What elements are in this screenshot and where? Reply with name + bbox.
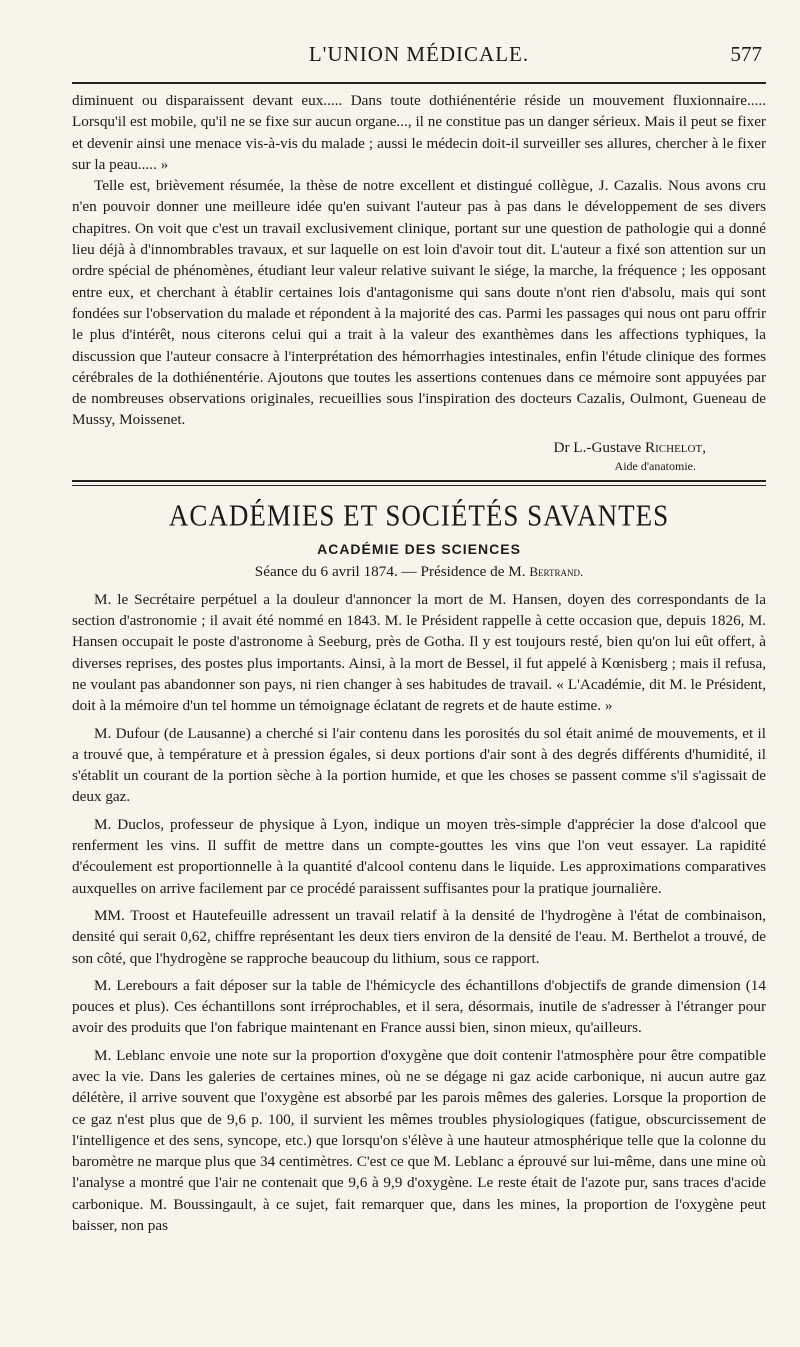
body-paragraph: M. Leblanc envoie une note sur la proportion d'oxygène que doit contenir l'atmosphère pour être compatible avec la vie. Dans les galeries de certaines mines, où ne se dégage ni gaz acide carbonique, ni aucun autre gaz délétère, il arrive souvent que l'oxygène est absorbé par les parois mêmes des galeries. Lorsque la proportion de ce gaz n'est plus que de 9,6 p. 100, il survient les mêmes troubles physiologiques (fatigue, obscurcissement de l'intelligence et des sens, syncope, etc.) que lorsqu'on s'élève à une hauteur atmosphérique telle que la colonne du baromètre ne marque plus que 34 centimètres. C'est ce que M. Leblanc a éprouvé sur lui-même, dans une mine où l'analyse a montré que l'air ne contenait que 9,6 à 9,9 d'oxygène. Le reste était de l'azote pur, sans traces d'acide carbonique. M. Boussingault, à ce sujet, fait remarquer que, dans les mines, la proportion de l'oxygène peut baisser, non pas	[72, 1046, 766, 1235]
seance-line	[72, 561, 766, 583]
signature-name: Richelot,	[645, 438, 706, 456]
signature-role: Aide d'anatomie.	[614, 458, 696, 473]
body-paragraph: M. le Secrétaire perpétuel a la douleur d'annoncer la mort de M. Hansen, doyen des correspondants de la section d'astronomie ; il avait été nommé en 1843. M. le Président rappelle à cette occasion que, depuis 1826, M. Hansen occupait le poste d'astronome à Seeburg, près de Gotha. Il y est toujours resté, bien qu'on lui eût offert, à diverses reprises, des postes plus importants. Ainsi, à la mort de Bessel, il fut appelé à Kœnisberg ; mais il refusa, ne voulant pas abandonner son pays, ni rien changer à ses habitudes de travail. « L'Académie, dit M. le Président, doit à la mémoire d'un tel homme un témoignage éclatant de regrets et de haute estime. »	[72, 590, 766, 715]
subsection-title: ACADÉMIE DES SCIENCES	[317, 540, 521, 557]
page-number: 577	[730, 42, 762, 66]
body-paragraph: M. Dufour (de Lausanne) a cherché si l'air contenu dans les porosités du sol était animé de mouvements, et il a trouvé que, à température et à pression égales, si deux portions d'air sont à des degrés différents d'humidité, il s'établit un courant de la portion sèche à la portion humide, et que les choses se passent comme s'il s'agissait de deux gaz.	[72, 724, 766, 806]
author-signature	[72, 437, 766, 458]
continuation-paragraph: diminuent ou disparaissent devant eux..... Dans toute dothiénentérie réside un mouvement fluxionnaire..... Lorsqu'il est mobile, qu'il ne se fixe sur aucun organe..., il ne constitue pas un danger sérieux. Mais il peut se fixer et devenir ainsi une menace vis-à-vis du malade ; aussi le médecin doit-il surveiller ses allures, chercher à le fixer sur la peau..... »	[72, 92, 766, 173]
president-name: Bertrand.	[529, 563, 584, 579]
body-paragraph: MM. Troost et Hautefeuille adressent un travail relatif à la densité de l'hydrogène à l'état de combinaison, densité qui serait 0,62, chiffre représentant les deux tiers environ de la densité de l'eau. M. Berthelot a trouvé, de son côté, que l'hydrogène se rapproche beaucoup du lithium, sous ce rapport.	[72, 906, 766, 967]
signature-prefix: Dr L.-Gustave	[553, 438, 642, 456]
running-head	[72, 28, 766, 68]
summary-paragraph: Telle est, brièvement résumée, la thèse de notre excellent et distingué collègue, J. Cazalis. Nous avons cru n'en pouvoir donner une meilleure idée qu'en suivant l'auteur pas à pas dans le développement de ses divers chapitres. On voit que c'est un travail exclusivement clinique, portant sur une question de pathologie qui a donné lieu déjà à d'innombrables travaux, et sur laquelle on est loin d'avoir tout dit. L'auteur a fixé son attention sur un ordre spécial de phénomènes, étudiant leur valeur relative suivant le siége, la marche, la fréquence ; les opposant entre eux, et cherchant à établir certaines lois d'antagonisme qui sans doute n'ont rien d'absolu, mais qui sont fondées sur l'observation du malade et répondent à la majorité des cas. Parmi les passages qui nous ont paru offrir le plus d'intérêt, nous citerons celui qui a trait à la valeur des exanthèmes dans les affections typhiques, la discussion que l'auteur consacre à l'interprétation des hémorrhagies intestinales, enfin l'étude clinique des formes cérébrales de la dothiénentérie. Ajoutons que toutes les assertions contenues dans ce mémoire sont appuyées par de nombreuses observations originales, recueillies sous l'inspiration des docteurs Cazalis, Oulmont, Gueneau de Mussy, Moissenet.	[72, 177, 766, 429]
body-paragraph: M. Duclos, professeur de physique à Lyon, indique un moyen très-simple d'apprécier la dose d'alcool que renferment les vins. Il suffit de mettre dans un compte-gouttes les vins que l'on veut essayer. La rapidité d'écoulement est proportionnelle à la quantité d'alcool contenu dans le liquide. Les approximations comparatives auxquelles on arrive facilement par ce procédé paraissent suffisantes pour la pratique journalière.	[72, 815, 766, 897]
section-divider	[72, 480, 766, 486]
body-paragraph: M. Lerebours a fait déposer sur la table de l'hémicycle des échantillons d'objectifs de grande dimension (14 pouces et plus). Ces échantillons sont irréprochables, et il sera, désormais, inutile de s'adresser à l'étranger pour avoir des produits que l'on fabrique maintenant en France aussi bien, sinon mieux, qu'ailleurs.	[72, 976, 766, 1037]
section-title: ACADÉMIES ET SOCIÉTÉS SAVANTES	[168, 497, 670, 532]
journal-title: L'UNION MÉDICALE.	[308, 42, 530, 66]
seance-text: Séance du 6 avril 1874. — Présidence de M.	[254, 562, 526, 580]
